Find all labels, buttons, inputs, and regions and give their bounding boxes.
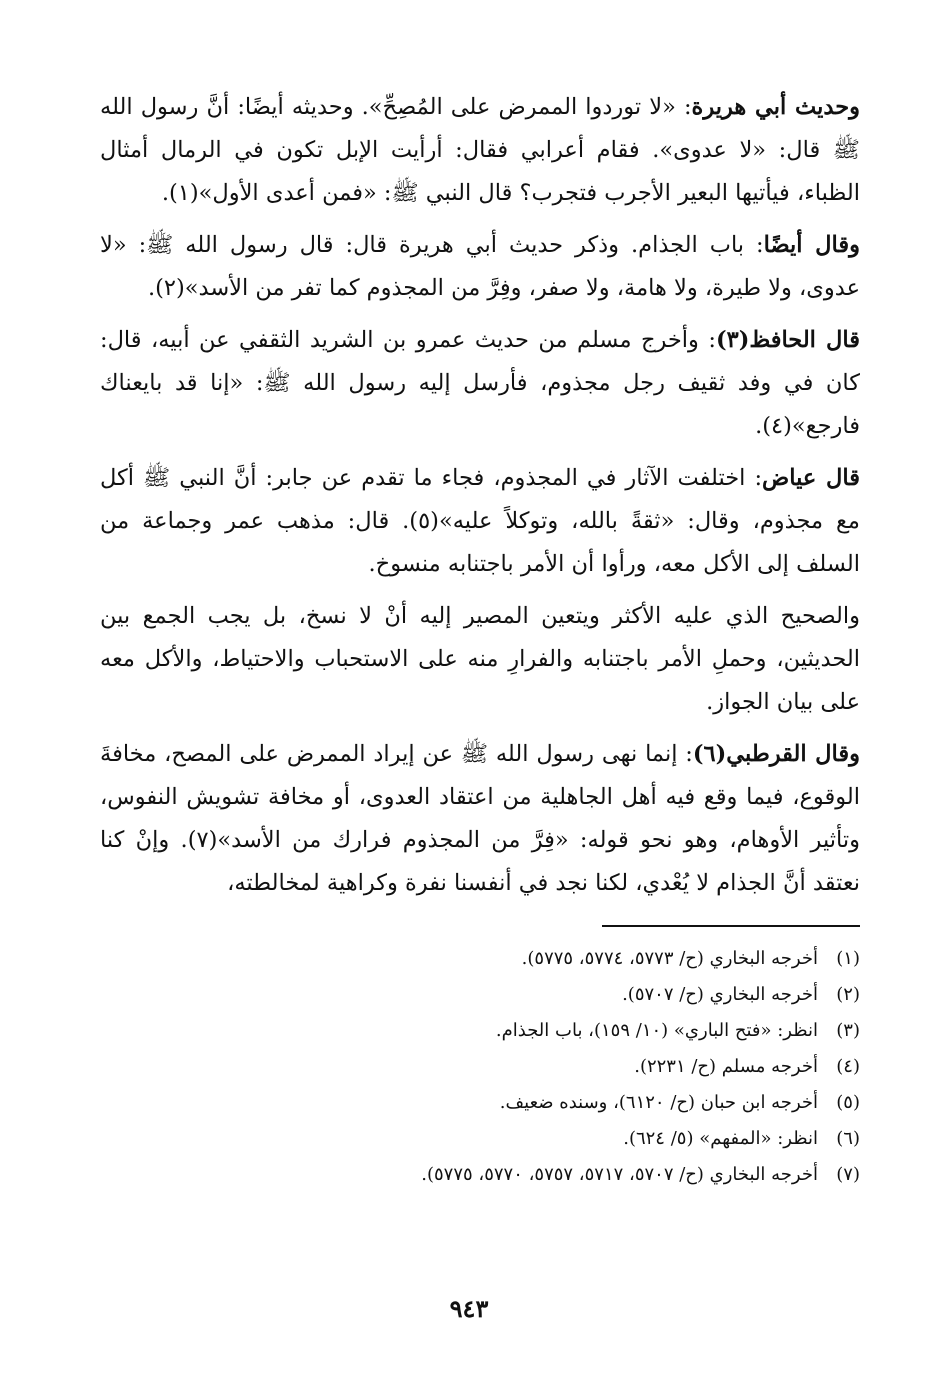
- footnote: [100, 1013, 860, 1049]
- paragraph-text: : إنما نهى رسول الله ﷺ عن إيراد الممرض على المصح، مخافةَ الوقوع، فيما وقع فيه أهل الجاهلية من اعتقاد العدوى، أو مخافة تشويش النفوس، وتأثير الأوهام، وهو نحو قوله: «فِرَّ من المجذوم فرارك من الأسد»(٧). وإنْ كنا نعتقد أنَّ الجذام لا يُعْدي، لكنا نجد في أنفسنا نفرة وكراهية لمخالطته،: [100, 741, 861, 896]
- page-number: ٩٤٣: [449, 1294, 489, 1323]
- paragraph-lead: قال عياض: [762, 465, 860, 491]
- footnote-text: انظر: «المفهم» (٥/ ٦٢٤).: [623, 1128, 818, 1149]
- footnote-number: (٥): [836, 1092, 860, 1113]
- paragraph: [100, 224, 860, 310]
- main-text: [100, 86, 860, 905]
- paragraph-lead: وقال القرطبي(٦): [692, 741, 860, 767]
- paragraph: [100, 457, 860, 586]
- footnote-number: (١): [836, 948, 860, 969]
- paragraph-lead: وقال أيضًا: [763, 232, 860, 258]
- footnote-text: أخرجه البخاري (ح/ ٥٧٧٣، ٥٧٧٤، ٥٧٧٥).: [521, 948, 818, 969]
- footnote: [100, 977, 860, 1013]
- footnote-number: (٧): [836, 1164, 860, 1185]
- footnote: [100, 941, 860, 977]
- footnote: [100, 1085, 860, 1121]
- paragraph-lead: وحديث أبي هريرة: [691, 94, 861, 120]
- footnote: [100, 1121, 860, 1157]
- footnote-text: أخرجه البخاري (ح/ ٥٧٠٧، ٥٧١٧، ٥٧٥٧، ٥٧٧٠، ٥٧٧٥).: [421, 1164, 818, 1185]
- paragraph-lead: قال الحافظ(٣): [715, 327, 860, 353]
- footnote-text: انظر: «فتح الباري» (١٠/ ١٥٩)، باب الجذام.: [495, 1020, 818, 1041]
- paragraph: [100, 86, 860, 215]
- paragraph-text: : باب الجذام. وذكر حديث أبي هريرة قال: قال رسول الله ﷺ: «لا عدوى، ولا طيرة، ولا هامة، ولا صفر، وفِرَّ من المجذوم كما تفر من الأسد»(٢).: [100, 232, 860, 301]
- paragraph-text: والصحيح الذي عليه الأكثر ويتعين المصير إليه أنْ لا نسخ، بل يجب الجمع بين الحديثين، وحملِ الأمر باجتنابه والفرارِ منه على الاستحباب والاحتياط، والأكل معه على بيان الجواز.: [100, 603, 860, 715]
- paragraph: [100, 733, 860, 905]
- paragraph-text: : وأخرج مسلم من حديث عمرو بن الشريد الثقفي عن أبيه، قال: كان في وفد ثقيف رجل مجذوم، فأرسل إليه رسول الله ﷺ: «إنا قد بايعناك فارجع»(٤).: [100, 327, 860, 439]
- footnote-number: (٤): [836, 1056, 860, 1077]
- footnote-text: أخرجه ابن حبان (ح/ ٦١٢٠)، وسنده ضعيف.: [499, 1092, 818, 1113]
- paragraph: [100, 595, 860, 724]
- footnote: [100, 1157, 860, 1193]
- footnote: [100, 1049, 860, 1085]
- footnotes: [100, 941, 860, 1193]
- footnote-text: أخرجه البخاري (ح/ ٥٧٠٧).: [622, 984, 818, 1005]
- paragraph-text: : اختلفت الآثار في المجذوم، فجاء ما تقدم عن جابر: أنَّ النبي ﷺ أكل مع مجذوم، وقال: «ثقةً بالله، وتوكلاً عليه»(٥). قال: مذهب عمر وجماعة من السلف إلى الأكل معه، ورأوا أن الأمر باجتنابه منسوخ.: [100, 465, 860, 577]
- footnote-text: أخرجه مسلم (ح/ ٢٢٣١).: [634, 1056, 818, 1077]
- footnote-number: (٢): [836, 984, 860, 1005]
- paragraph: [100, 319, 860, 448]
- paragraph-text: : «لا توردوا الممرض على المُصِحِّ». وحديثه أيضًا: أنَّ رسول الله ﷺ قال: «لا عدوى». فقام أعرابي فقال: أرأيت الإبل تكون في الرمال أمثال الظباء، فيأتيها البعير الأجرب فتجرب؟ قال النبي ﷺ: «فمن أعدى الأول»(١).: [100, 94, 860, 206]
- footnote-number: (٣): [836, 1020, 860, 1041]
- footnote-number: (٦): [836, 1128, 860, 1149]
- footnote-divider: [602, 925, 860, 927]
